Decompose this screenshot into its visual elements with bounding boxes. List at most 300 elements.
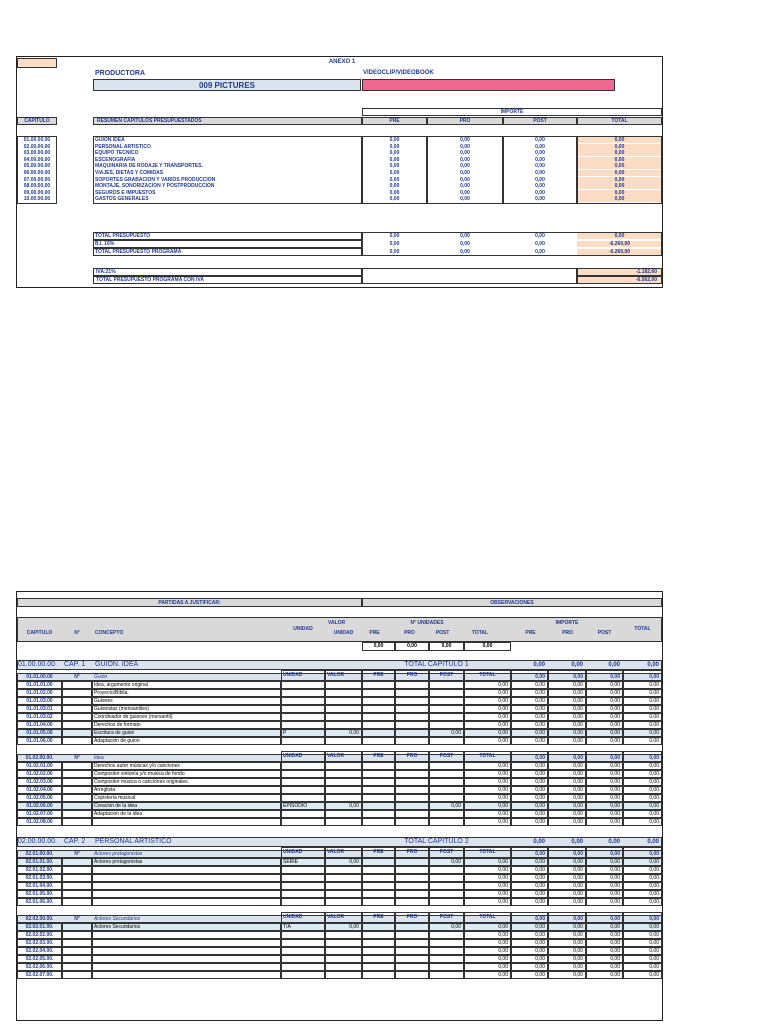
grid-cell — [62, 794, 92, 802]
grid-cell — [464, 912, 511, 923]
row-concept: Adaptacion de la idea — [94, 811, 143, 817]
row-amount: 0,00 — [498, 771, 508, 777]
section-code: 01.01.00.00 — [26, 674, 53, 680]
chapter-total: 0,00 — [571, 839, 583, 845]
header-value: 0,00 — [441, 643, 452, 649]
type-color-box — [362, 79, 615, 91]
chapter-name: GUION. IDEA — [95, 661, 139, 668]
row-amount: 0,00 — [649, 682, 659, 688]
row-amount: 0,00 — [535, 924, 545, 930]
grid-cell — [362, 697, 395, 705]
section-pre: PRE — [373, 914, 384, 920]
summary-row-pre: 0,00 — [389, 163, 400, 170]
grid-cell — [62, 689, 92, 697]
grid-cell — [92, 818, 281, 826]
row-concept: Creacion de la idea — [94, 803, 138, 809]
row-amount: 0,00 — [498, 795, 508, 801]
row-amount: 0,00 — [649, 706, 659, 712]
grid-cell — [429, 947, 464, 955]
summary-row-pro: 0,00 — [460, 163, 470, 170]
grid-cell — [325, 939, 362, 947]
summary-row-pro: 0,00 — [460, 189, 470, 196]
grid-cell — [325, 770, 362, 778]
grid-cell — [92, 898, 281, 906]
row-amount: 0,00 — [649, 940, 659, 946]
grid-cell — [62, 818, 92, 826]
row-amount: 0,00 — [610, 899, 620, 905]
section-total: TOTAL — [479, 914, 496, 920]
row-amount: 0,00 — [610, 867, 620, 873]
row-amount: 0,00 — [498, 899, 508, 905]
grid-cell — [362, 786, 395, 794]
chapter-total: 0,00 — [608, 662, 620, 668]
importe-label: IMPORTE — [500, 109, 524, 115]
grid-cell — [511, 751, 548, 762]
grid-cell — [429, 955, 464, 963]
grid-cell — [395, 729, 429, 737]
row-code: 02.01.04.00. — [25, 883, 54, 889]
summary-row-pro: 0,00 — [460, 137, 470, 143]
grid-cell — [395, 882, 429, 890]
grid-cell — [62, 713, 92, 721]
summary-total-pre: 0,00 — [389, 249, 400, 255]
section-sum: 0,00 — [535, 916, 545, 922]
summary-col-label: RESUMEN CAPITULOS PRESUPUESTADOS — [97, 118, 202, 124]
grid-cell — [395, 681, 429, 689]
row-code: 01.01.05.00 — [26, 730, 53, 736]
row-code: 02.02.04.00. — [25, 948, 54, 954]
grid-cell — [325, 778, 362, 786]
section-sum: 0,00 — [649, 851, 659, 857]
grid-cell — [429, 713, 464, 721]
summary-row-name: VIAJES, DIETAS Y COMIDAS — [95, 170, 164, 176]
row-amount: 0,00 — [498, 883, 508, 889]
row-amount: 0,00 — [649, 859, 659, 865]
observations-title: OBSERVACIONES — [490, 600, 534, 606]
section-post: POST — [439, 914, 454, 920]
grid-cell — [281, 955, 325, 963]
row-amount: 0,00 — [573, 924, 583, 930]
row-amount: 0,00 — [649, 763, 659, 769]
section-name: Actores protagonistas — [94, 851, 143, 857]
section-valor: VALOR — [327, 672, 345, 678]
grid-cell — [429, 670, 464, 681]
row-amount: 0,00 — [535, 899, 545, 905]
row-amount: 0,00 — [498, 698, 508, 704]
grid-cell — [92, 947, 281, 955]
grid-cell — [464, 847, 511, 858]
summary-row-pro: 0,00 — [460, 150, 470, 157]
grid-cell — [62, 955, 92, 963]
grid-cell — [429, 786, 464, 794]
grid-cell — [362, 751, 395, 762]
grid-cell — [362, 898, 395, 906]
row-amount: 0,00 — [649, 730, 659, 736]
grid-cell — [92, 890, 281, 898]
grid-cell — [281, 794, 325, 802]
row-value: 0,00 — [349, 924, 359, 930]
chapter-code: 01.00.00.00. — [18, 661, 57, 668]
grid-cell — [325, 697, 362, 705]
detail-title-bar — [17, 598, 362, 607]
summary-row-pre: 0,00 — [389, 176, 400, 183]
grid-cell — [395, 737, 429, 745]
row-amount: 0,00 — [535, 964, 545, 970]
row-code: 01.02.04.00 — [26, 787, 53, 793]
row-amount: 0,00 — [610, 883, 620, 889]
grid-cell — [281, 713, 325, 721]
row-amount: 0,00 — [573, 690, 583, 696]
chapter-col-label: CAPITULO — [24, 118, 50, 124]
row-amount: 0,00 — [649, 819, 659, 825]
grid-cell — [429, 912, 464, 923]
h-imp-post: POST — [597, 630, 612, 636]
summary-total-post: 0,00 — [535, 249, 545, 255]
summary-total-pro: 0,00 — [460, 233, 470, 239]
row-amount: 0,00 — [649, 891, 659, 897]
grid-cell — [548, 847, 586, 858]
summary-total-total: 0,00 — [577, 233, 662, 239]
row-concept: Derechos autor músicas y/o canciones — [94, 763, 180, 769]
iva-label: IVA:21% — [96, 269, 116, 275]
row-concept: Compositor sintonía y/o musica de fondo — [94, 771, 185, 777]
row-amount: 0,00 — [573, 738, 583, 744]
row-code: 02.01.05.00. — [25, 891, 54, 897]
grid-cell — [395, 802, 429, 810]
summary-row-code: 02.00.00.00 — [23, 143, 51, 150]
row-amount: 0,00 — [573, 714, 583, 720]
grid-cell — [395, 931, 429, 939]
row-unit: EPISODIO — [283, 803, 308, 809]
grid-cell — [62, 737, 92, 745]
grid-cell — [62, 778, 92, 786]
grid-cell — [362, 705, 395, 713]
grid-cell — [429, 882, 464, 890]
grid-cell — [395, 697, 429, 705]
grid-cell — [62, 939, 92, 947]
grid-cell — [92, 939, 281, 947]
grid-cell — [362, 912, 395, 923]
summary-row-pre: 0,00 — [389, 150, 400, 157]
chapter-code: 02.00.00.00. — [18, 838, 57, 845]
section-unidad: UNIDAD — [283, 672, 303, 678]
grid-cell — [395, 847, 429, 858]
total-col-header — [577, 117, 662, 125]
row-amount: 0,00 — [535, 730, 545, 736]
row-amount: 0,00 — [649, 690, 659, 696]
summary-row-pre: 0,00 — [389, 137, 400, 143]
grid-cell — [62, 890, 92, 898]
grid-cell — [395, 770, 429, 778]
grid-cell — [62, 802, 92, 810]
row-amount: 0,00 — [610, 771, 620, 777]
grid-cell — [586, 670, 623, 681]
row-amount: 0,00 — [649, 875, 659, 881]
row-amount: 0,00 — [498, 706, 508, 712]
section-total: TOTAL — [479, 753, 496, 759]
row-amount: 0,00 — [498, 932, 508, 938]
row-concept: Compositor música o canciones originales. — [94, 779, 190, 785]
summary-row-code: 08.00.00.00 — [23, 183, 51, 190]
row-code: 02.02.01.00. — [25, 924, 54, 930]
row-amount: 0,00 — [610, 690, 620, 696]
row-unit: T/A — [283, 924, 291, 930]
row-amount: 0,00 — [649, 964, 659, 970]
grid-cell — [586, 912, 623, 923]
summary-row-post: 0,00 — [535, 156, 545, 163]
row-amount: 0,00 — [573, 698, 583, 704]
row-amount: 0,00 — [610, 698, 620, 704]
grid-cell — [92, 955, 281, 963]
grid-cell — [429, 971, 464, 979]
h-pre: PRE — [369, 630, 380, 636]
row-amount: 0,00 — [649, 738, 659, 744]
grid-cell — [429, 890, 464, 898]
section-unidad: UNIDAD — [283, 849, 303, 855]
section-name: Idea — [94, 755, 104, 761]
chapter-col-header — [17, 117, 57, 125]
chapter-total: 0,00 — [533, 839, 545, 845]
grid-cell — [92, 963, 281, 971]
grid-cell — [62, 705, 92, 713]
row-concept: Coordinador de guiones (mersantil) — [94, 714, 173, 720]
row-amount: 0,00 — [573, 867, 583, 873]
grid-cell — [62, 882, 92, 890]
row-amount: 0,00 — [535, 738, 545, 744]
section-sum: 0,00 — [610, 755, 620, 761]
grid-cell — [362, 681, 395, 689]
row-amount: 0,00 — [610, 787, 620, 793]
row-value: 0,00 — [349, 859, 359, 865]
producer-name-box — [93, 79, 361, 91]
row-concept: Escritura de guion — [94, 730, 135, 736]
summary-row-total: 0,00 — [577, 183, 662, 189]
chapter-total-label: TOTAL CAPITULO 2 — [404, 838, 469, 845]
summary-row-post: 0,00 — [535, 137, 545, 143]
grid-cell — [362, 713, 395, 721]
summary-total-pre: 0,00 — [389, 241, 400, 247]
row-concept: Derechos de formato — [94, 722, 141, 728]
row-amount: 0,00 — [498, 722, 508, 728]
row-amount: 0,00 — [649, 956, 659, 962]
row-amount: 0,00 — [649, 714, 659, 720]
grid-cell — [362, 670, 395, 681]
h-imp-pro: PRO — [562, 630, 573, 636]
grid-cell — [548, 751, 586, 762]
section-sum: 0,00 — [573, 916, 583, 922]
grid-cell — [429, 818, 464, 826]
row-amount: 0,00 — [535, 698, 545, 704]
section-sum: 0,00 — [649, 755, 659, 761]
grid-cell — [395, 713, 429, 721]
row-concept: Guiones — [94, 698, 113, 704]
header-value: 0,00 — [407, 643, 417, 649]
grid-cell — [362, 882, 395, 890]
grid-cell — [395, 705, 429, 713]
grid-cell — [362, 939, 395, 947]
row-amount: 0,00 — [498, 730, 508, 736]
summary-row-pre: 0,00 — [389, 143, 400, 150]
grid-cell — [325, 963, 362, 971]
grid-cell — [395, 890, 429, 898]
grid-cell — [511, 847, 548, 858]
row-amount: 0,00 — [573, 682, 583, 688]
row-code: 02.01.01.00. — [25, 859, 54, 865]
summary-total-post: 0,00 — [535, 241, 545, 247]
h-importe: IMPORTE — [555, 620, 579, 626]
grid-cell — [62, 770, 92, 778]
chapter-total: 0,00 — [533, 662, 545, 668]
detail-sheet — [16, 591, 663, 1021]
grid-cell — [464, 670, 511, 681]
grid-cell — [395, 786, 429, 794]
post-col-label: POST — [533, 118, 547, 124]
row-amount: 0,00 — [535, 891, 545, 897]
row-code: 01.02.07.00 — [26, 811, 53, 817]
grid-cell — [281, 770, 325, 778]
grid-cell — [429, 810, 464, 818]
row-amount: 0,00 — [535, 763, 545, 769]
grid-cell — [362, 737, 395, 745]
grid-cell — [429, 762, 464, 770]
grid-cell — [325, 931, 362, 939]
summary-row-name: MONTAJE, SONORIZACION Y POSTPRODUCCION — [95, 183, 215, 190]
row-amount: 0,00 — [535, 771, 545, 777]
row-amount: 0,00 — [573, 859, 583, 865]
grand-total-cell — [577, 276, 662, 284]
grid-cell — [92, 866, 281, 874]
grid-cell — [281, 729, 325, 737]
chapter-total: 0,00 — [608, 839, 620, 845]
section-sum: 0,00 — [649, 916, 659, 922]
grid-cell — [395, 912, 429, 923]
grid-cell — [362, 794, 395, 802]
grid-cell — [429, 939, 464, 947]
chapter-total: 0,00 — [647, 839, 659, 845]
row-amount: 0,00 — [498, 964, 508, 970]
importe-header — [362, 108, 662, 116]
section-sum: 0,00 — [535, 674, 545, 680]
grid-cell — [395, 751, 429, 762]
row-amount: 0,00 — [610, 779, 620, 785]
summary-row-name: PERSONAL ARTISTICO — [95, 143, 151, 150]
section-pre: PRE — [373, 672, 384, 678]
row-value: 0,00 — [349, 803, 359, 809]
row-amount: 0,00 — [649, 948, 659, 954]
header-value: 0,00 — [373, 643, 384, 649]
row-amount: 0,00 — [573, 771, 583, 777]
grid-cell — [325, 955, 362, 963]
grid-cell — [362, 762, 395, 770]
summary-total-total: -6.260,00 — [577, 241, 662, 247]
row-amount: 0,00 — [573, 722, 583, 728]
section-post: POST — [439, 672, 454, 678]
grid-cell — [325, 947, 362, 955]
grid-cell — [281, 874, 325, 882]
row-amount: 0,00 — [535, 682, 545, 688]
section-unidad: UNIDAD — [283, 914, 303, 920]
grid-cell — [62, 866, 92, 874]
summary-row-pre: 0,00 — [389, 183, 400, 190]
row-amount: 0,00 — [535, 706, 545, 712]
summary-row-code: 01.00.00.00 — [23, 137, 51, 143]
section-code: 02.02.00.00. — [25, 916, 54, 922]
grid-cell — [62, 681, 92, 689]
grid-cell — [62, 971, 92, 979]
section-n: N° — [74, 851, 80, 857]
grid-cell — [92, 874, 281, 882]
row-value: 0,00 — [349, 730, 359, 736]
section-valor: VALOR — [327, 753, 345, 759]
grid-cell — [325, 882, 362, 890]
row-amount: 0,00 — [535, 811, 545, 817]
summary-row-post: 0,00 — [535, 143, 545, 150]
summary-total-total: -6.260,00 — [577, 249, 662, 255]
chapter-total: 0,00 — [571, 662, 583, 668]
row-code: 02.01.06.00. — [25, 899, 54, 905]
total-col-label: TOTAL — [611, 118, 628, 124]
row-amount: 0,00 — [498, 811, 508, 817]
row-amount: 0,00 — [610, 803, 620, 809]
row-amount: 0,00 — [498, 763, 508, 769]
summary-total-name: TOTAL PRESUPUESTO — [95, 233, 151, 239]
row-code: 02.01.02.00. — [25, 867, 54, 873]
summary-row-code: 06.00.00.00 — [23, 170, 51, 176]
pre-col-label: PRE — [389, 118, 400, 124]
summary-total-name: B.I. 16% — [95, 241, 115, 247]
row-code: 01.01.04.00 — [26, 722, 53, 728]
row-concept: Guionistas (mensantiles) — [94, 706, 150, 712]
grid-cell — [429, 689, 464, 697]
grid-cell — [62, 729, 92, 737]
section-sum: 0,00 — [535, 851, 545, 857]
row-amount: 0,00 — [610, 722, 620, 728]
row-code: 01.02.08.00 — [26, 819, 53, 825]
grid-cell — [281, 898, 325, 906]
row-amount: 0,00 — [498, 891, 508, 897]
row-amount: 0,00 — [649, 771, 659, 777]
grid-cell — [362, 847, 395, 858]
row-amount: 0,00 — [573, 956, 583, 962]
summary-row-total: 0,00 — [577, 170, 662, 176]
row-amount: 0,00 — [573, 891, 583, 897]
row-amount: 0,00 — [498, 875, 508, 881]
annex-title: ANEXO 1 — [328, 59, 356, 65]
summary-total-name: TOTAL PRESUPUESTO PROGRAMA — [95, 249, 182, 255]
grid-cell — [429, 847, 464, 858]
summary-row-pro: 0,00 — [460, 196, 470, 203]
grid-cell — [429, 866, 464, 874]
summary-block-frame — [362, 136, 427, 204]
h-pro: PRO — [404, 630, 415, 636]
row-unit: P — [283, 730, 287, 736]
row-amount: 0,00 — [498, 787, 508, 793]
row-amount: 0,00 — [610, 795, 620, 801]
summary-total-post: 0,00 — [535, 233, 545, 239]
row-amount: 0,00 — [535, 803, 545, 809]
pro-col-header — [427, 117, 503, 125]
grid-cell — [281, 681, 325, 689]
row-amount: 0,00 — [498, 956, 508, 962]
row-amount: 0,00 — [649, 899, 659, 905]
grid-cell — [325, 866, 362, 874]
grid-cell — [395, 689, 429, 697]
grid-cell — [623, 670, 662, 681]
row-code: 02.02.02.00. — [25, 932, 54, 938]
iva-total: -1.182,60 — [635, 269, 657, 275]
grid-cell — [362, 689, 395, 697]
grid-cell — [362, 963, 395, 971]
